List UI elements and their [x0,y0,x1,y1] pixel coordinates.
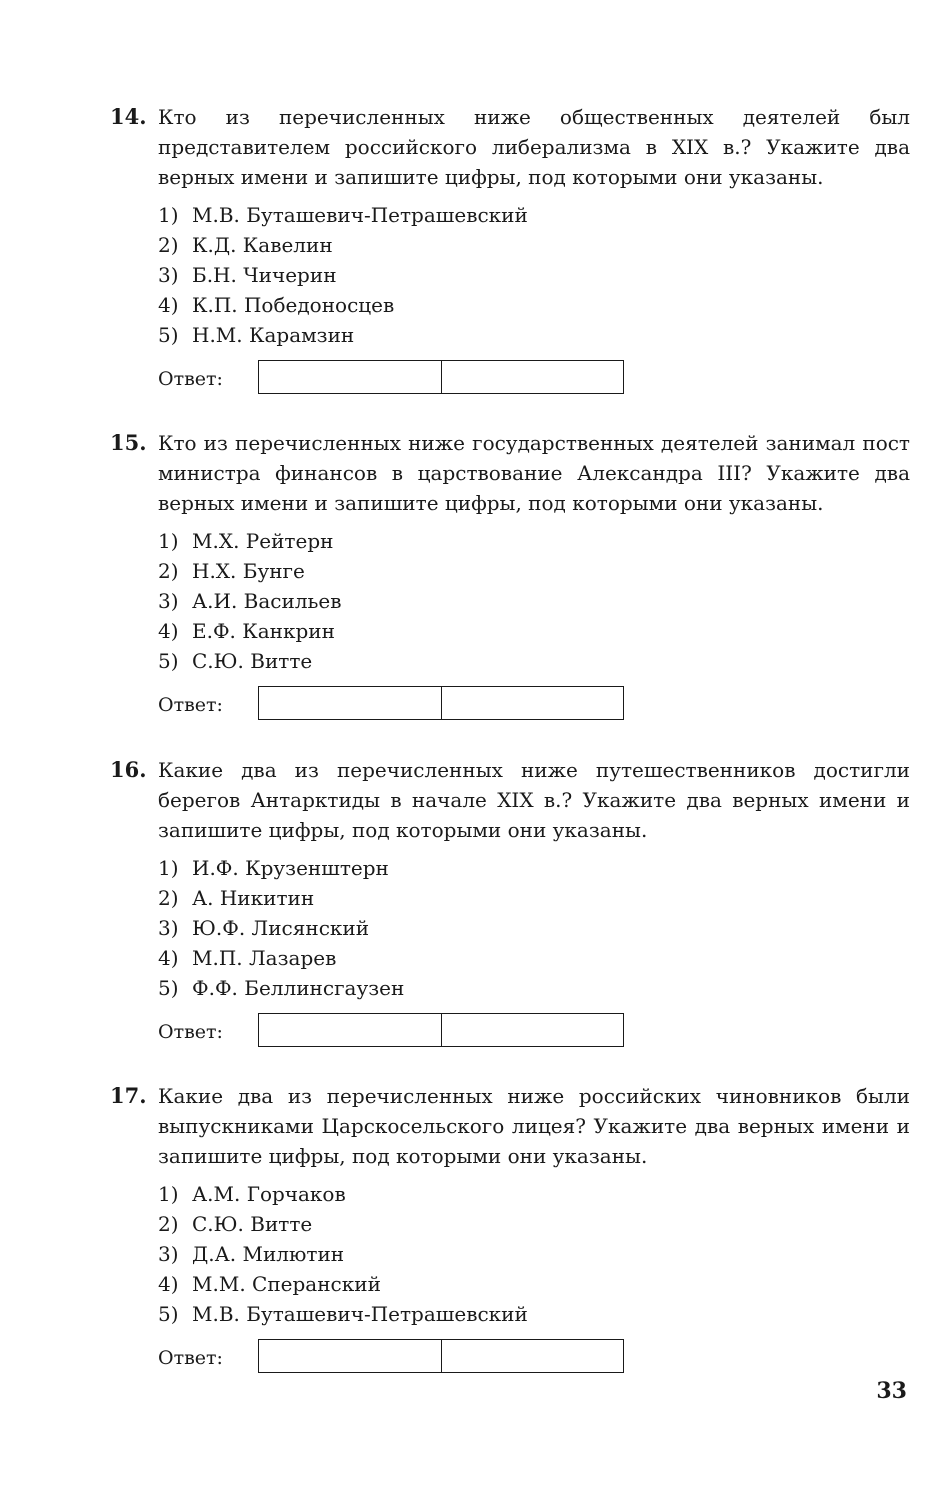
option-list [158,1179,910,1329]
option-4 [158,943,910,973]
answer-cell-1[interactable] [259,1340,441,1372]
option-number: 1) [158,529,179,553]
page-number: 33 [876,1378,907,1404]
option-1 [158,1179,910,1209]
option-number: 5) [158,1302,179,1326]
option-label: К.Д. Кавелин [192,233,333,257]
option-number: 3) [158,589,179,613]
option-label: С.Ю. Витте [192,649,313,673]
question-number: 15. [110,430,147,455]
answer-box [258,686,624,720]
option-label: К.П. Победоносцев [192,293,395,317]
option-number: 1) [158,856,179,880]
option-number: 3) [158,1242,179,1266]
option-label: А.М. Горчаков [192,1182,346,1206]
option-number: 5) [158,649,179,673]
option-label: Е.Ф. Канкрин [192,619,335,643]
option-label: Ю.Ф. Лисянский [192,916,370,940]
answer-label: Ответ: [158,694,223,716]
option-number: 2) [158,233,179,257]
question-text: Кто из перечисленных ниже общественных деятелей был представителем российского либерализма в XIX в.? Укажите два верных имени и запишите цифры, под которыми они указаны. [158,105,910,189]
option-label: М.В. Буташевич-Петрашевский [192,203,528,227]
question-16 [110,755,910,1049]
answer-cell-1[interactable] [259,1014,441,1046]
option-label: М.В. Буташевич-Петрашевский [192,1302,528,1326]
option-list [158,200,910,350]
answer-row [158,1339,910,1375]
option-number: 2) [158,886,179,910]
option-4 [158,616,910,646]
option-2 [158,883,910,913]
answer-box [258,360,624,394]
option-1 [158,526,910,556]
option-label: М.М. Сперанский [192,1272,381,1296]
option-label: А.И. Васильев [192,589,342,613]
question-number: 16. [110,757,147,782]
option-number: 4) [158,619,179,643]
option-5 [158,646,910,676]
question-text: Кто из перечисленных ниже государственных деятелей занимал пост министра финансов в царствование Александра III? Укажите два верных имени и запишите цифры, под которыми они указаны. [158,431,910,515]
option-2 [158,230,910,260]
answer-row [158,686,910,722]
option-4 [158,1269,910,1299]
answer-row [158,1013,910,1049]
question-number: 14. [110,104,147,129]
option-3 [158,586,910,616]
option-5 [158,973,910,1003]
question-14 [110,102,910,396]
answer-cell-2[interactable] [441,1014,624,1046]
question-15 [110,428,910,722]
option-3 [158,913,910,943]
answer-label: Ответ: [158,1021,223,1043]
question-text: Какие два из перечисленных ниже российских чиновников были выпускниками Царскосельского лицея? Укажите два верных имени и запишите цифры, под которыми они указаны. [158,1084,910,1168]
answer-box [258,1013,624,1047]
option-label: Н.М. Карамзин [192,323,355,347]
answer-cell-1[interactable] [259,361,441,393]
option-5 [158,1299,910,1329]
option-list [158,526,910,676]
option-label: И.Ф. Крузенштерн [192,856,389,880]
option-1 [158,853,910,883]
answer-box [258,1339,624,1373]
option-4 [158,290,910,320]
option-number: 1) [158,203,179,227]
option-label: Б.Н. Чичерин [192,263,337,287]
option-number: 4) [158,293,179,317]
question-text: Какие два из перечисленных ниже путешественников достигли берегов Антарктиды в начале XIX в.? Укажите два верных имени и запишите цифры, под которыми они указаны. [158,758,910,842]
answer-label: Ответ: [158,1347,223,1369]
option-label: А. Никитин [192,886,315,910]
question-number: 17. [110,1083,147,1108]
option-number: 4) [158,946,179,970]
option-label: Д.А. Милютин [192,1242,345,1266]
option-list [158,853,910,1003]
option-label: С.Ю. Витте [192,1212,313,1236]
option-3 [158,260,910,290]
option-label: М.Х. Рейтерн [192,529,334,553]
answer-cell-2[interactable] [441,687,624,719]
answer-row [158,360,910,396]
option-1 [158,200,910,230]
option-label: М.П. Лазарев [192,946,337,970]
answer-cell-2[interactable] [441,361,624,393]
question-17 [110,1081,910,1375]
option-number: 4) [158,1272,179,1296]
option-label: Н.Х. Бунге [192,559,305,583]
option-2 [158,556,910,586]
answer-cell-1[interactable] [259,687,441,719]
option-number: 3) [158,916,179,940]
option-number: 1) [158,1182,179,1206]
option-label: Ф.Ф. Беллинсгаузен [192,976,405,1000]
option-5 [158,320,910,350]
option-number: 2) [158,559,179,583]
option-2 [158,1209,910,1239]
option-number: 5) [158,976,179,1000]
option-number: 3) [158,263,179,287]
answer-label: Ответ: [158,368,223,390]
option-3 [158,1239,910,1269]
option-number: 5) [158,323,179,347]
answer-cell-2[interactable] [441,1340,624,1372]
option-number: 2) [158,1212,179,1236]
